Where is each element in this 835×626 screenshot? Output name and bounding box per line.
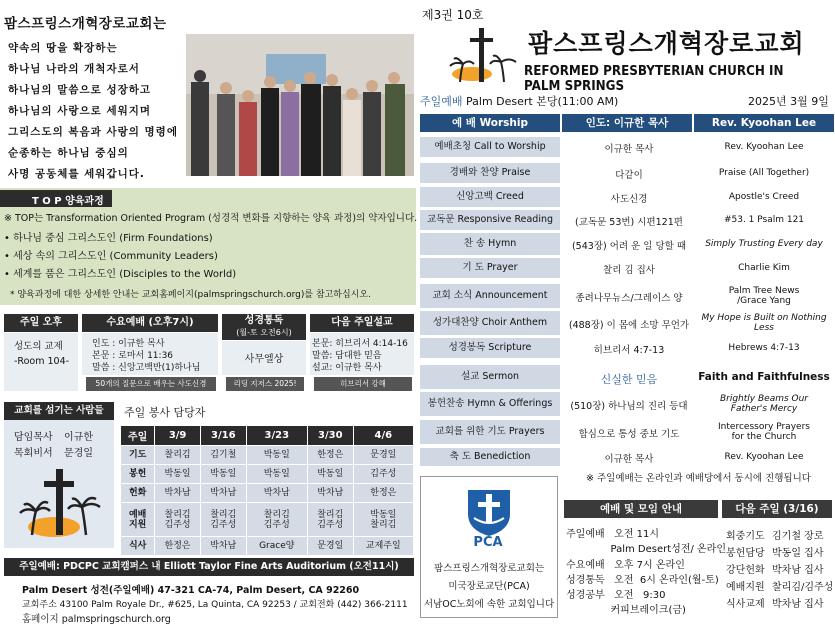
duty-row-label: 헌화 xyxy=(121,484,155,503)
worship-item-label: 축 도 Benediction xyxy=(420,448,560,466)
worship-item-leader: 이규한 목사 xyxy=(604,454,654,465)
duty-cell: Grace양 xyxy=(246,537,307,556)
duty-cell: 찰리김 김주성 xyxy=(155,503,201,537)
pca-line: 서남OC노회에 속한 교회입니다 xyxy=(423,599,555,610)
worship-item-leader: 사도신경 xyxy=(610,194,648,205)
duty-col-header: 4/6 xyxy=(353,426,413,446)
mission-line: 하나님의 말씀으로 성장하고 xyxy=(8,84,152,96)
address-line: 홈페이지 palmspringschurch.org xyxy=(22,614,171,625)
worship-item-english: Brightly Beams Our Father's Mercy xyxy=(719,394,809,414)
duty-row-label: 봉헌 xyxy=(121,465,155,484)
duty-cell: 김기철 xyxy=(200,446,246,465)
next-sunday-role: 예배지원 xyxy=(726,582,765,593)
congregation-photo xyxy=(186,34,414,176)
duty-cell: 김주성 xyxy=(353,465,413,484)
worship-item-english: Charlie Kim xyxy=(738,263,790,273)
servant-name: 이규한 xyxy=(64,432,93,443)
top-program-bullet: • 하나님 중심 그리스도인 (Firm Foundations) xyxy=(4,233,213,244)
duty-cell: 박동일 xyxy=(200,465,246,484)
church-name-korean: 팜스프링스개혁장로교회 xyxy=(528,29,805,58)
worship-item-english: Intercessory Prayers for the Church xyxy=(718,422,810,442)
worship-item-english: Praise (All Together) xyxy=(718,168,810,178)
mission-line: 사명 공동체를 세워갑니다. xyxy=(8,168,145,180)
worship-item-label: 교독문 Responsive Reading xyxy=(420,210,560,230)
worship-item-leader: (543장) 어려 운 일 당할 때 xyxy=(571,241,687,252)
meeting-line: Palm Desert성전/ 온라인 xyxy=(566,544,727,555)
duty-cell: 찰리김 김주성 xyxy=(200,503,246,537)
next-sermon-line: 설교: 이규한 목사 xyxy=(312,363,382,373)
worship-item-english: #53. 1 Psalm 121 xyxy=(723,215,805,225)
mission-line: 하나님 나라의 개척자로서 xyxy=(8,63,140,75)
worship-item-english: Faith and Faithfulness xyxy=(698,371,830,383)
duty-cell: 박동일 xyxy=(246,465,307,484)
pca-line: 미국장로교단(PCA) xyxy=(448,581,530,592)
next-sunday-header: 다음 주일 (3/16) xyxy=(722,500,832,518)
bible-reading-header xyxy=(222,314,306,340)
duty-cell: 박차남 xyxy=(307,484,353,503)
worship-item-label: 봉헌찬송 Hymn & Offerings xyxy=(420,392,560,416)
worship-leader-header: 인도: 이규한 목사 xyxy=(562,114,692,132)
worship-item-leader: 이규한 목사 xyxy=(604,144,654,155)
duty-cell: 찰리김 김주성 xyxy=(246,503,307,537)
sunday-pm-line: 성도의 교제 xyxy=(14,341,63,352)
worship-item-leader: 히브리서 4:7-13 xyxy=(593,345,665,356)
next-sunday-name: 박차남 집사 xyxy=(772,565,824,576)
church-logo-icon xyxy=(446,26,520,86)
worship-item-label: 예배초청 Call to Worship xyxy=(420,137,560,157)
duty-cell: 한정은 xyxy=(353,484,413,503)
duty-header-row xyxy=(121,426,414,446)
worship-leader-en-header: Rev. Kyoohan Lee xyxy=(694,114,834,132)
duty-cell: 박차남 xyxy=(246,484,307,503)
service-line xyxy=(420,93,618,109)
table-row xyxy=(121,446,414,465)
worship-item-english: Rev. Kyoohan Lee xyxy=(724,452,804,462)
wednesday-line: 인도 : 이규한 목사 xyxy=(92,339,165,349)
wednesday-line: 본문 : 로마서 11:36 xyxy=(92,351,174,361)
duty-cell: 박차남 xyxy=(200,537,246,556)
duty-row-label: 식사 xyxy=(121,537,155,556)
worship-item-english: Simply Trusting Every day xyxy=(705,239,823,249)
mission-line: 그리스도의 복음과 사랑의 명령에 xyxy=(8,126,178,138)
worship-item-english: Rev. Kyoohan Lee xyxy=(724,142,804,152)
address-line: Palm Desert 성전(주일예배) 47-321 CA-74, Palm Desert, CA 92260 xyxy=(22,585,360,596)
duty-col-header: 3/16 xyxy=(200,426,246,446)
worship-item-english: Palm Tree News /Grace Yang xyxy=(728,286,800,306)
servants-header: 교회를 섬기는 사람들 xyxy=(4,402,114,420)
duty-cell: 찰리김 김주성 xyxy=(307,503,353,537)
issue-number: 제3권 10호 xyxy=(422,8,484,22)
worship-item-leader: (488장) 이 몸에 소망 무언가 xyxy=(568,320,690,331)
servant-name: 문경일 xyxy=(64,448,93,459)
next-sunday-name: 김기철 장로 xyxy=(772,531,824,542)
sunday-pm-header: 주일 오후 xyxy=(4,314,78,332)
duty-cell: 한정은 xyxy=(307,446,353,465)
duty-cell: 박동일 xyxy=(246,446,307,465)
worship-item-label: 신앙고백 Creed xyxy=(420,187,560,207)
next-sermon-header: 다음 주일설교 xyxy=(310,314,414,332)
duty-cell: 문경일 xyxy=(353,446,413,465)
top-program-header: T O P 양육과정 xyxy=(0,190,112,207)
bible-reading-footer: 리딩 지저스 2025! xyxy=(226,377,304,391)
church-name-english: REFORMED PRESBYTERIAN CHURCH IN PALM SPRINGS xyxy=(524,64,784,94)
duty-row-label: 기도 xyxy=(121,446,155,465)
bulletin-date: 2025년 3월 9일 xyxy=(748,95,829,108)
worship-item-label: 설교 Sermon xyxy=(420,365,560,389)
table-row xyxy=(121,537,414,556)
worship-item-label: 교회를 위한 기도 Prayers xyxy=(420,420,560,444)
duty-table xyxy=(120,425,414,556)
online-note: ※ 주일예배는 온라인과 예배당에서 동시에 진행됩니다 xyxy=(586,473,811,484)
next-sunday-name: 박동일 집사 xyxy=(772,548,824,559)
duty-cell: 박동일 xyxy=(307,465,353,484)
duty-title: 주일 봉사 담당자 xyxy=(124,406,206,419)
bible-reading-book: 사무엘상 xyxy=(244,354,284,365)
table-row xyxy=(121,484,414,503)
next-sunday-role: 봉헌담당 xyxy=(726,548,765,559)
worship-item-leader: (교독문 53번) 시편121편 xyxy=(575,217,683,228)
worship-item-label: 찬 송 Hymn xyxy=(420,233,560,255)
servant-role: 목회비서 xyxy=(14,448,53,459)
bible-reading-title: 성경통독 xyxy=(244,315,284,326)
top-program-bullet: • 세계를 품은 그리스도인 (Disciples to the World) xyxy=(4,269,237,280)
worship-item-label: 기 도 Prayer xyxy=(420,258,560,278)
worship-item-label: 교회 소식 Announcement xyxy=(420,284,560,308)
next-sunday-role: 강단헌화 xyxy=(726,565,765,576)
next-sunday-role: 회중기도 xyxy=(726,531,765,542)
duty-cell: 한정은 xyxy=(155,537,201,556)
meeting-line: 주일예배 오전 11시 xyxy=(566,529,660,540)
duty-cell: 박동일 찰리김 xyxy=(353,503,413,537)
worship-item-english: Hebrews 4:7-13 xyxy=(728,343,800,353)
wednesday-header: 수요예배 (오후7시) xyxy=(82,314,218,332)
pca-logo-text: PCA xyxy=(473,535,503,550)
sunday-pm-line: -Room 104- xyxy=(14,356,70,367)
worship-item-english: Apostle's Creed xyxy=(728,192,800,202)
meeting-line: 커피브레이크(금) xyxy=(566,605,686,616)
meeting-line: 성경공부 오전 9:30 xyxy=(566,590,666,601)
bible-reading-sub: (월-토 오전6시) xyxy=(236,328,292,337)
pca-logo-icon xyxy=(464,484,514,538)
next-sunday-name: 찰리김/김주성 xyxy=(772,582,834,593)
meeting-line: 성경통독 오전 6시 온라인(월-토) xyxy=(566,575,719,586)
worship-item-leader: 찰리 김 집사 xyxy=(603,265,655,276)
mission-line: 약속의 땅을 확장하는 xyxy=(8,42,118,54)
worship-item-leader: 합심으로 통성 중보 기도 xyxy=(578,429,680,440)
duty-cell: 박차남 xyxy=(155,484,201,503)
duty-col-header: 주일 xyxy=(121,426,155,446)
top-program-note: * 양육과정에 대한 상세한 안내는 교회홈페이지(palmspringschurch.org)를 참고하십시오. xyxy=(10,290,371,300)
sunday-location-bar: 주일예배: PDCPC 교회캠퍼스 내 Elliott Taylor Fine Arts Auditorium (오전11시) xyxy=(4,558,414,576)
mission-title: 팜스프링스개혁장로교회는 xyxy=(4,16,167,32)
next-sunday-name: 박차남 집사 xyxy=(772,599,824,610)
worship-item-leader: 다같이 xyxy=(615,170,643,181)
wednesday-footer: 50개의 질문으로 배우는 사도신경 xyxy=(86,377,216,391)
duty-col-header: 3/23 xyxy=(246,426,307,446)
duty-col-header: 3/30 xyxy=(307,426,353,446)
worship-item-english: My Hope is Built on Nothing Less xyxy=(701,313,827,333)
worship-item-leader: 신실한 믿음 xyxy=(600,373,658,386)
next-sermon-line: 본문: 히브리서 4:14-16 xyxy=(312,339,408,349)
next-sermon-line: 말씀: 담대한 믿음 xyxy=(312,351,382,361)
worship-item-label: 성경봉독 Scripture xyxy=(420,338,560,358)
pca-line: 팜스프링스개혁장로교회는 xyxy=(433,563,545,574)
top-program-bullet: • 세상 속의 그리스도인 (Community Leaders) xyxy=(4,251,218,262)
address-line: 교회주소 43100 Palm Royale Dr., #625, La Quinta, CA 92253 / 교회전화 (442) 366-2111 xyxy=(22,600,408,610)
meetings-header: 예배 및 모임 안내 xyxy=(564,500,718,518)
duty-row-label: 예배 지원 xyxy=(121,503,155,537)
mission-line: 하나님의 사랑으로 세워지며 xyxy=(8,105,152,117)
worship-header: 예 배 Worship xyxy=(420,114,560,132)
service-place: Palm Desert 본당(11:00 AM) xyxy=(466,95,619,108)
table-row xyxy=(121,465,414,484)
wednesday-line: 말씀 : 신앙고백반(1)하나님 xyxy=(92,363,201,373)
table-row xyxy=(121,503,414,537)
mission-line: 순종하는 하나님 중심의 xyxy=(8,147,129,159)
next-sermon-footer: 히브리서 강해 xyxy=(314,377,412,391)
duty-col-header: 3/9 xyxy=(155,426,201,446)
worship-item-label: 경배와 찬양 Praise xyxy=(420,163,560,183)
duty-cell: 박차남 xyxy=(200,484,246,503)
church-logo-icon xyxy=(14,465,104,543)
worship-item-leader: 종려나무뉴스/그레이스 양 xyxy=(575,293,683,304)
duty-cell: 찰리김 xyxy=(155,446,201,465)
meeting-line: 수요예배 오후 7시 온라인 xyxy=(566,560,685,571)
next-sunday-role: 식사교제 xyxy=(726,599,765,610)
top-program-intro: ※ TOP는 Transformation Oriented Program (성경적 변화를 지향하는 양육 과정)의 약자입니다. xyxy=(4,213,418,224)
duty-cell: 교제주일 xyxy=(353,537,413,556)
worship-item-label: 성가대찬양 Choir Anthem xyxy=(420,311,560,335)
duty-cell: 박동일 xyxy=(155,465,201,484)
worship-item-leader: (510장) 하나님의 진리 등대 xyxy=(570,401,688,412)
service-label: 주일예배 xyxy=(420,95,463,108)
servant-role: 담임목사 xyxy=(14,432,53,443)
duty-cell: 문경일 xyxy=(307,537,353,556)
